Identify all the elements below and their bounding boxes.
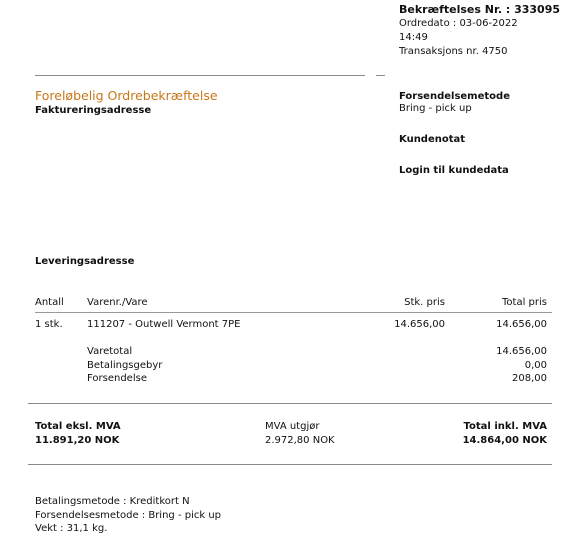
- document-title: Foreløbelig Ordrebekræftelse: [35, 88, 218, 103]
- payment-method: Betalingsmetode : Kreditkort N: [35, 496, 190, 507]
- vat-label: MVA utgjør: [265, 421, 320, 432]
- summary-shipping-value: 208,00: [512, 373, 547, 384]
- header-divider-short: [376, 75, 385, 76]
- summary-subtotal-value: 14.656,00: [496, 346, 547, 357]
- total-incl-vat-label: Total inkl. MVA: [463, 421, 547, 432]
- confirmation-number-line: [399, 3, 560, 16]
- col-header-total: Total pris: [502, 297, 547, 308]
- confirmation-label: Bekræftelses Nr. :: [399, 3, 511, 16]
- delivery-heading: Leveringsadresse: [35, 256, 135, 267]
- col-header-qty: Antall: [35, 297, 64, 308]
- shipping-method-footer: Forsendelsesmetode : Bring - pick up: [35, 510, 222, 521]
- row-qty: 1 stk.: [35, 319, 63, 330]
- order-date: Ordredato : 03-06-2022: [399, 18, 518, 29]
- total-incl-vat-value: 14.864,00 NOK: [462, 435, 547, 446]
- summary-subtotal-label: Varetotal: [87, 346, 133, 357]
- totals-bottom-divider: [28, 464, 552, 465]
- totals-top-divider: [28, 403, 552, 404]
- order-time: 14:49: [399, 32, 428, 43]
- total-excl-vat-value: 11.891,20 NOK: [35, 435, 120, 446]
- table-header-divider: [35, 312, 552, 313]
- shipping-method-label: Forsendelsemetode: [399, 91, 510, 102]
- summary-payment-fee-value: 0,00: [524, 360, 547, 371]
- weight: Vekt : 31,1 kg.: [35, 523, 108, 534]
- row-unit-price: 14.656,00: [394, 319, 445, 330]
- header-divider: [35, 75, 365, 76]
- row-total: 14.656,00: [496, 319, 547, 330]
- login-label: Login til kundedata: [399, 165, 509, 176]
- shipping-method-value: Bring - pick up: [399, 103, 472, 114]
- row-item: 111207 - Outwell Vermont 7PE: [87, 319, 241, 330]
- summary-shipping-label: Forsendelse: [87, 373, 147, 384]
- transaction-number: Transaksjons nr. 4750: [399, 46, 508, 57]
- vat-value: 2.972,80 NOK: [265, 435, 335, 446]
- billing-heading: Faktureringsadresse: [35, 105, 152, 116]
- col-header-item: Varenr./Vare: [87, 297, 148, 308]
- summary-payment-fee-label: Betalingsgebyr: [87, 360, 163, 371]
- col-header-unit-price: Stk. pris: [404, 297, 445, 308]
- customer-note-label: Kundenotat: [399, 134, 466, 145]
- total-excl-vat-label: Total eksl. MVA: [35, 421, 121, 432]
- confirmation-number: 333095: [514, 3, 561, 16]
